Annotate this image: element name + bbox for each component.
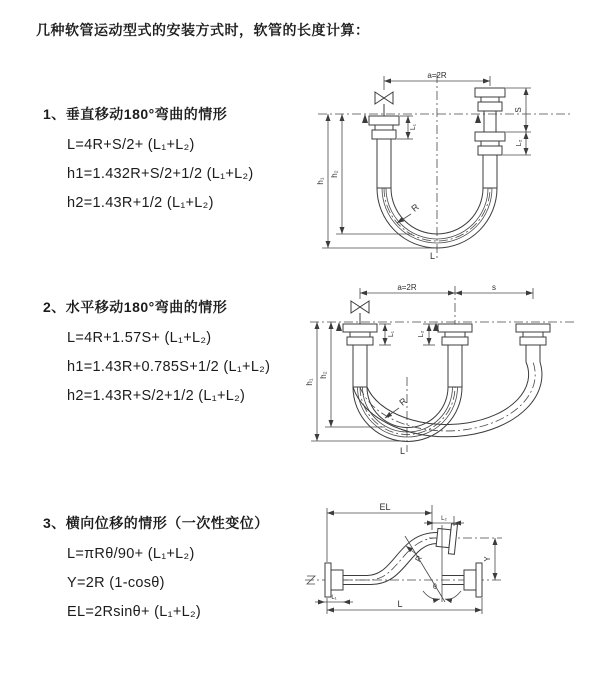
dimension-s xyxy=(506,88,531,132)
theta-label: θ xyxy=(433,584,437,591)
section-2-formula-h2: h2=1.43R+S/2+1/2 (L₁+L₂) xyxy=(67,388,246,404)
moved-end-fitting xyxy=(516,324,550,362)
dimension-y-label: Y xyxy=(483,556,492,562)
section-3-formula-Y: Y=2R (1-cosθ) xyxy=(67,575,165,591)
middle-braided-hose xyxy=(448,345,462,387)
middle-end-fitting xyxy=(438,324,472,345)
up-arrow-left xyxy=(336,322,342,331)
section-2-formula-h1: h1=1.43R+0.785S+1/2 (L₁+L₂) xyxy=(67,359,271,375)
section-1 xyxy=(43,104,323,211)
left-end-fitting xyxy=(343,324,377,345)
section-3 xyxy=(43,513,323,620)
diagram-lateral-displacement xyxy=(297,500,587,640)
dimension-l1 xyxy=(379,324,395,345)
section-3-formula-L: L=πRθ/90+ (L₁+L₂) xyxy=(67,546,195,562)
dimension-a2r-label: a=2R xyxy=(397,283,417,292)
left-flange xyxy=(325,563,343,597)
dimension-l2 xyxy=(503,132,531,155)
radius-label: R xyxy=(413,553,425,564)
upper-flange xyxy=(435,522,457,554)
dimension-l2-label: L₂ xyxy=(418,330,425,338)
dimension-a2r-label: a=2R xyxy=(427,71,447,80)
right-flange xyxy=(464,563,482,597)
left-braided-hose xyxy=(353,345,367,387)
u-bend-position-1 xyxy=(353,387,462,441)
dimension-l xyxy=(327,598,482,614)
valve-icon xyxy=(351,301,369,324)
dimension-l2 xyxy=(418,324,435,345)
dimension-h2 xyxy=(330,114,412,234)
section-2-heading: 2、水平移动180°弯曲的情形 xyxy=(43,299,228,315)
dimension-h1-label: h₁ xyxy=(316,177,325,185)
dimension-s xyxy=(455,283,533,293)
up-arrow-right xyxy=(475,114,481,123)
dimension-l1 xyxy=(315,595,353,602)
dimension-s-label: s xyxy=(492,283,496,292)
dimension-l2 xyxy=(424,516,464,526)
dimension-l1-label: L₁ xyxy=(331,595,337,601)
dimension-l2-label: L₂ xyxy=(516,139,523,147)
dimension-h1-label: h₁ xyxy=(305,378,314,386)
left-braided-hose xyxy=(377,139,391,188)
section-2 xyxy=(43,297,323,404)
diagram-vertical-180-bend xyxy=(312,70,577,262)
right-braided-hose xyxy=(483,155,497,188)
section-2-formula-L: L=4R+1.57S+ (L₁+L₂) xyxy=(67,330,212,346)
dimension-a2r xyxy=(360,283,533,299)
length-label: L xyxy=(430,251,436,261)
length-label: L xyxy=(400,446,406,456)
section-1-formula-h1: h1=1.432R+S/2+1/2 (L₁+L₂) xyxy=(67,166,254,182)
section-1-formula-L: L=4R+S/2+ (L₁+L₂) xyxy=(67,137,195,153)
up-arrow-left xyxy=(362,114,368,123)
valve-icon xyxy=(375,92,393,116)
dimension-s-label: S xyxy=(514,107,523,113)
dimension-l2-label: L₂ xyxy=(441,516,447,522)
section-3-heading: 3、横向位移的情形（一次性变位） xyxy=(43,515,269,531)
dimension-l1-label: L₁ xyxy=(388,330,395,338)
radius-label: R xyxy=(409,201,421,214)
dimension-l-label: L xyxy=(397,599,403,609)
page-title: 几种软管运动型式的安装方式时，软管的长度计算： xyxy=(36,22,370,38)
dimension-l1 xyxy=(397,116,417,139)
dimension-y xyxy=(483,538,495,580)
u-bend-position-2 xyxy=(353,362,542,437)
radius-callout xyxy=(397,201,421,223)
section-1-formula-h2: h2=1.43R+1/2 (L₁+L₂) xyxy=(67,195,214,211)
right-lower-fitting xyxy=(475,132,505,155)
section-1-heading: 1、垂直移动180°弯曲的情形 xyxy=(43,106,228,122)
dimension-h2-label: h₂ xyxy=(330,170,339,178)
section-3-formula-EL: EL=2Rsinθ+ (L₁+L₂) xyxy=(67,604,202,620)
dimension-h2-label: h₂ xyxy=(319,371,328,379)
dimension-l1-label: L₁ xyxy=(410,123,417,131)
dimension-el-label: EL xyxy=(379,502,391,512)
diagram-horizontal-180-bend xyxy=(305,282,585,457)
radius-label: R xyxy=(397,395,409,408)
left-end-fitting xyxy=(369,116,399,139)
right-upper-fitting xyxy=(475,88,505,132)
